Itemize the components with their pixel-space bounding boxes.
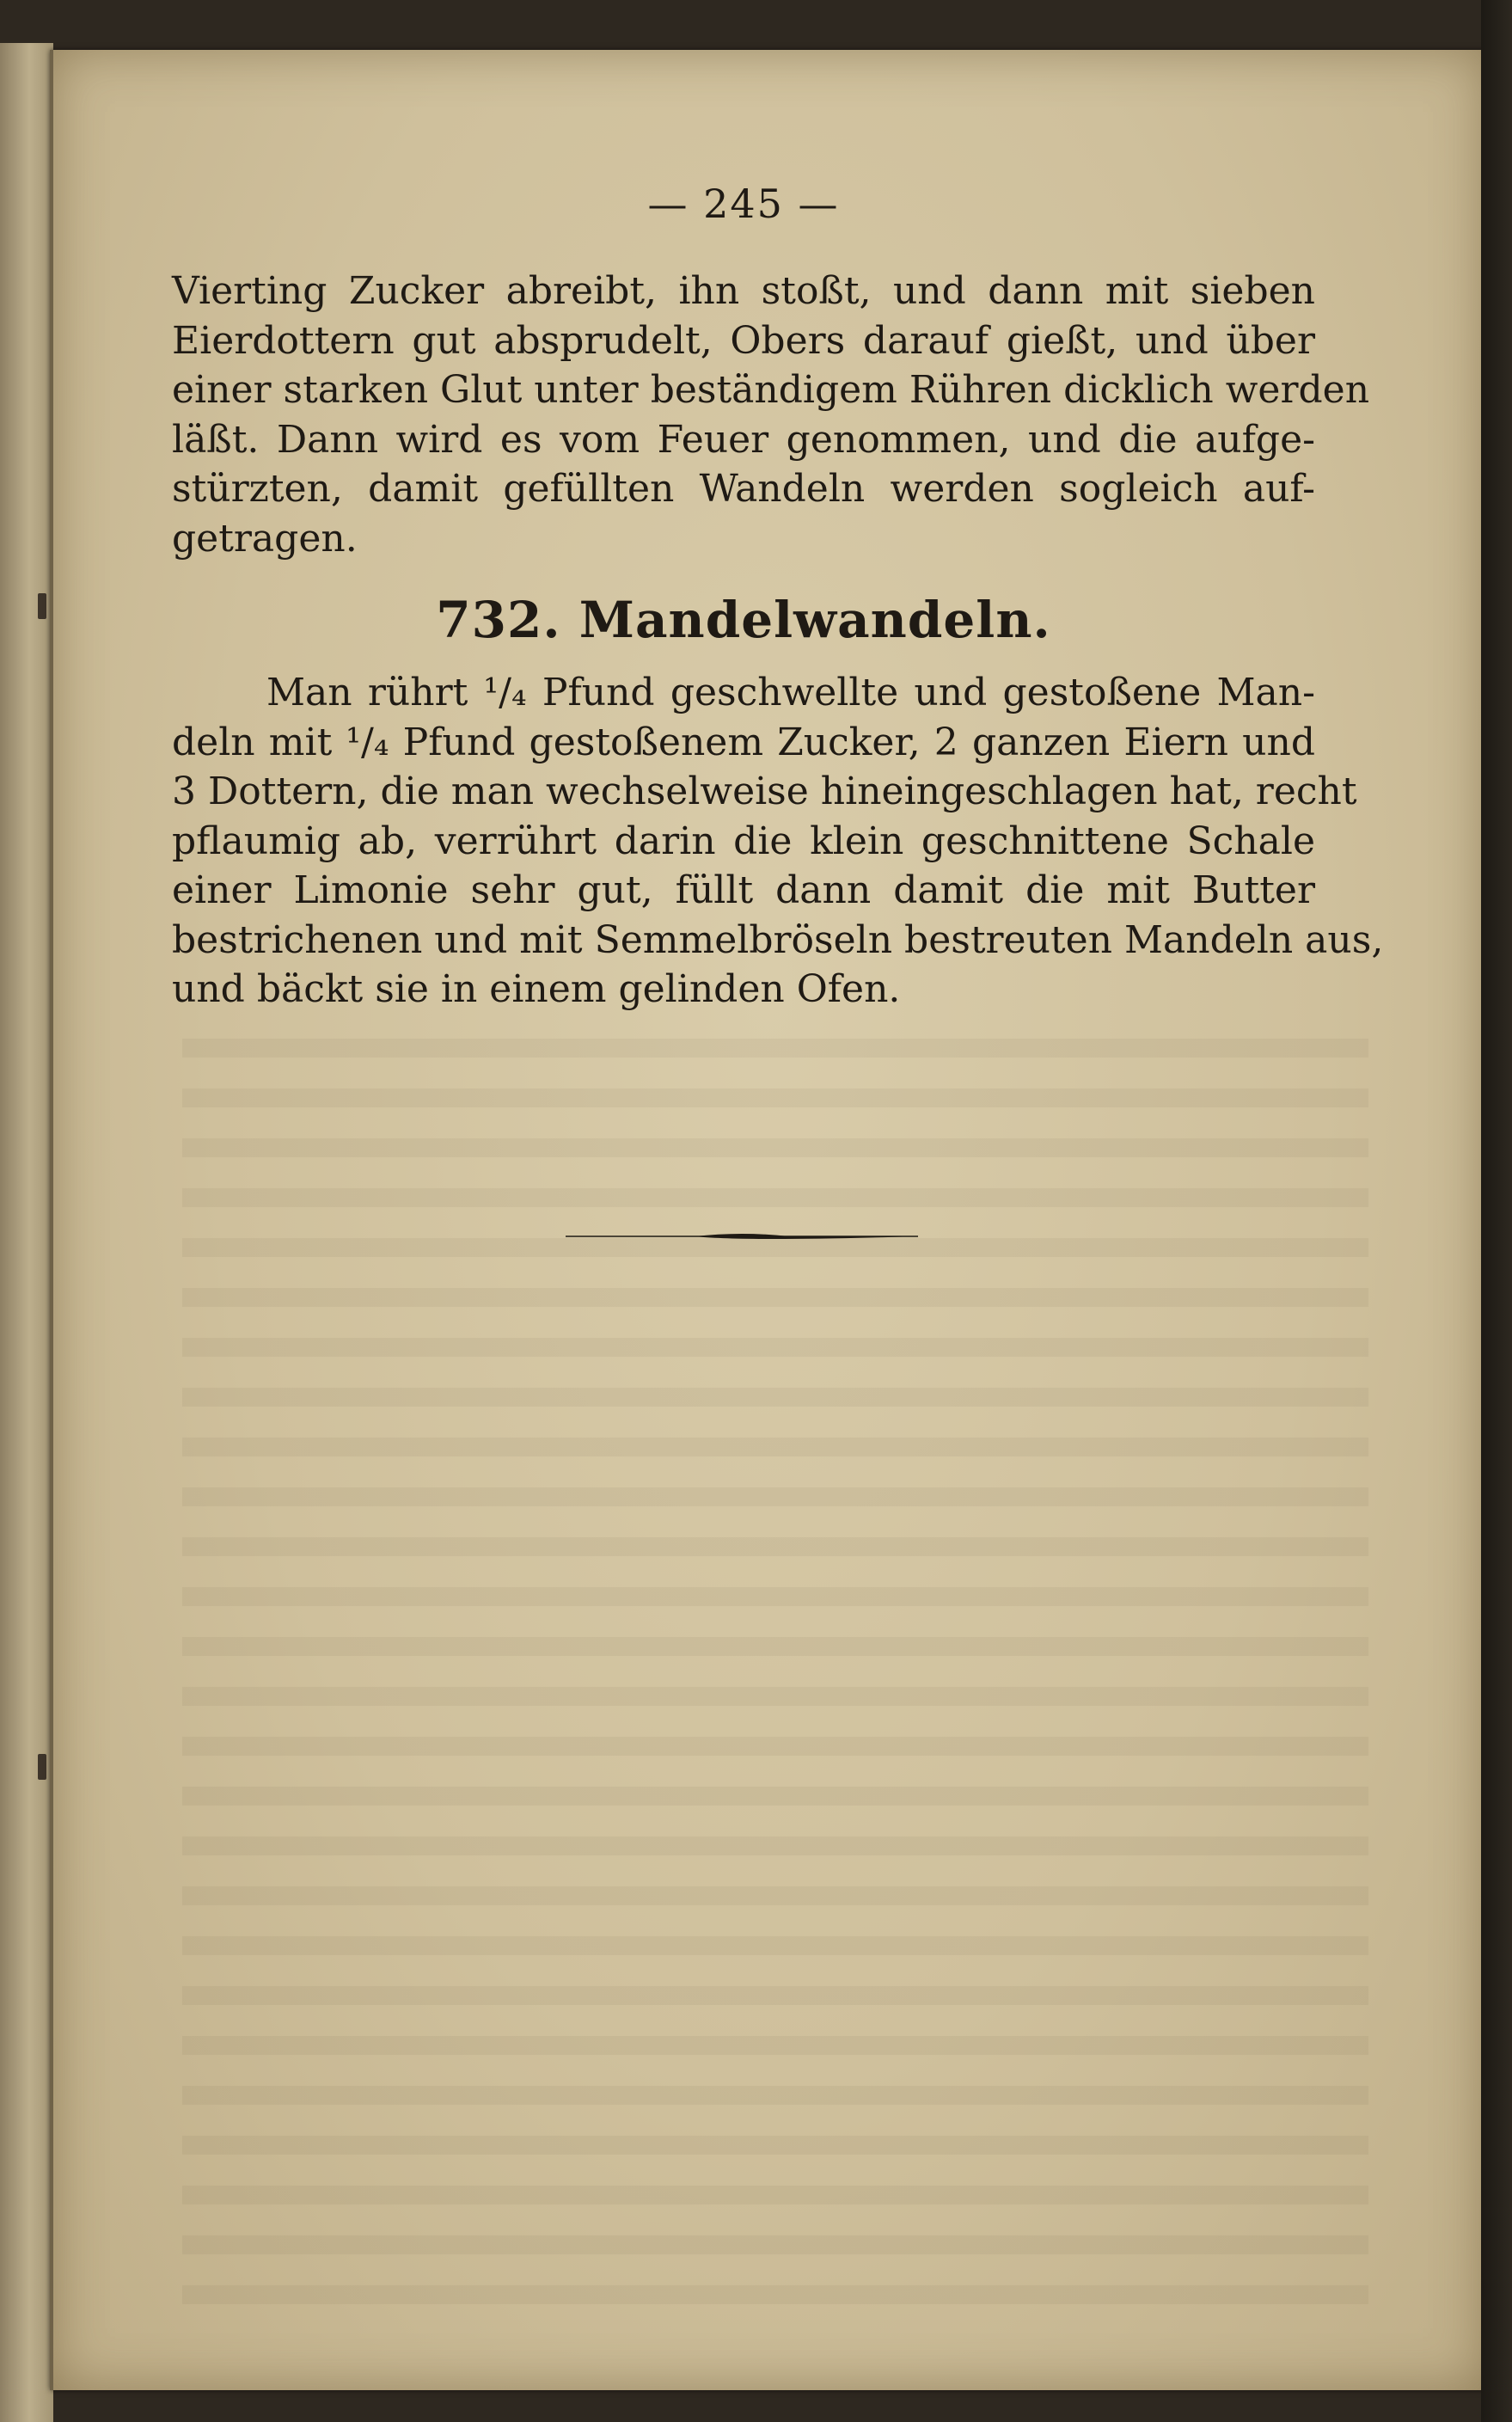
text-line: Eierdottern gut absprudelt, Obers darauf gießt, und über bbox=[172, 318, 1315, 363]
scan-border bbox=[1481, 0, 1512, 2422]
recipe-paragraph bbox=[172, 668, 1384, 1015]
binding-mark bbox=[38, 1754, 46, 1780]
recipe-title: 732. Mandelwandeln. bbox=[436, 591, 1051, 649]
text-line: einer starken Glut unter beständigem Rühren dicklich werden bbox=[172, 368, 1370, 412]
text-line: einer Limonie sehr gut, füllt dann damit die mit Butter bbox=[172, 868, 1315, 912]
continued-paragraph bbox=[172, 267, 1370, 563]
section-end-rule bbox=[566, 1231, 918, 1242]
text-line: stürzten, damit gefüllten Wandeln werden sogleich auf- bbox=[172, 467, 1315, 511]
text-line: Man rührt ¹/₄ Pfund geschwellte und gestoßene Man- bbox=[266, 671, 1315, 714]
text-line: bestrichenen und mit Semmelbröseln bestreuten Mandeln aus, bbox=[172, 917, 1384, 962]
page-number: — 245 — bbox=[647, 181, 840, 227]
page-text-block bbox=[172, 181, 1384, 1015]
text-line: Vierting Zucker abreibt, ihn stoßt, und dann mit sieben bbox=[172, 269, 1315, 313]
facing-page-edge bbox=[0, 43, 53, 2422]
text-line: 3 Dottern, die man wechselweise hineingeschlagen hat, recht bbox=[172, 770, 1357, 813]
text-line: deln mit ¹/₄ Pfund gestoßenem Zucker, 2 ganzen Eiern und bbox=[172, 720, 1315, 764]
text-line: und bäckt sie in einem gelinden Ofen. bbox=[172, 967, 901, 1011]
text-line: läßt. Dann wird es vom Feuer genommen, und die aufge- bbox=[172, 417, 1315, 462]
binding-mark bbox=[38, 593, 46, 619]
text-line: getragen. bbox=[172, 516, 358, 561]
text-line: pflaumig ab, verrührt darin die klein geschnittene Schale bbox=[172, 819, 1315, 863]
